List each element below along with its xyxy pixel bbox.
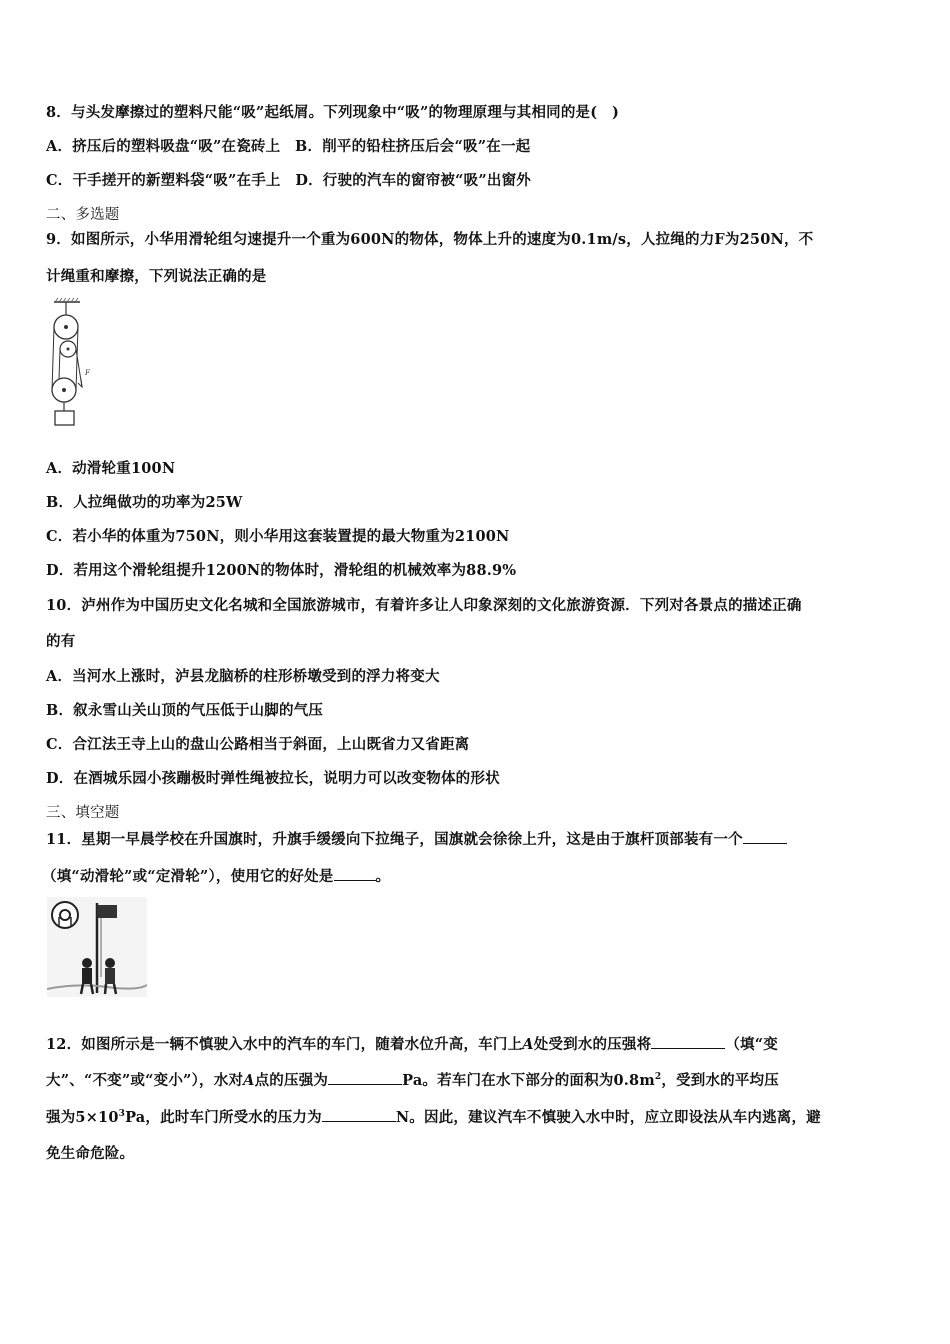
- question-9-stem-line2: 计绳重和摩擦，下列说法正确的是: [46, 268, 267, 285]
- question-8-stem: 8．与头发摩擦过的塑料尺能“吸”起纸屑。下列现象中“吸”的物理原理与其相同的是( ): [46, 104, 620, 121]
- question-9-option-a: A．动滑轮重100N: [46, 460, 176, 477]
- question-11-text: 。: [375, 868, 391, 885]
- question-12-text: 处受到水的压强将: [533, 1036, 652, 1053]
- question-12-line3: [46, 1107, 821, 1128]
- answer-blank[interactable]: [322, 1107, 396, 1122]
- superscript: 3: [118, 1109, 126, 1120]
- question-10-option-b: B．叙永雪山关山顶的气压低于山脚的气压: [46, 702, 324, 719]
- point-a-label: A: [243, 1072, 255, 1089]
- section-heading-fill-in: 三、填空题: [46, 805, 120, 821]
- question-9-option-d: D．若用这个滑轮组提升1200N的物体时，滑轮组的机械效率为88.9%: [46, 562, 517, 579]
- question-12-line2: [46, 1070, 779, 1091]
- question-10-option-a: A．当河水上涨时，泸县龙脑桥的柱形桥墩受到的浮力将变大: [46, 668, 440, 685]
- question-12-line4: 免生命危险。: [46, 1145, 135, 1162]
- superscript: 2: [654, 1072, 662, 1083]
- question-10-stem-line2: 的有: [46, 633, 76, 650]
- question-12-text: （填“变: [725, 1036, 778, 1053]
- question-11-text: 11．星期一早晨学校在升国旗时，升旗手缓缓向下拉绳子，国旗就会徐徐上升，这是由于旗杆顶部装有一个: [46, 831, 743, 848]
- question-11-stem-line2: [42, 866, 390, 887]
- question-12-text: Pa，此时车门所受水的压力为: [125, 1109, 322, 1126]
- force-label: F: [85, 369, 90, 377]
- question-12-text: Pa。若车门在水下部分的面积为0.8m: [402, 1072, 655, 1089]
- answer-blank[interactable]: [328, 1070, 402, 1085]
- answer-blank[interactable]: [743, 829, 787, 844]
- question-9-option-b: B．人拉绳做功的功率为25W: [46, 494, 243, 511]
- question-10-stem-line1: 10．泸州作为中国历史文化名城和全国旅游城市，有着许多让人印象深刻的文化旅游资源．下列对各景点的描述正确: [46, 597, 802, 614]
- question-12-text: N。因此，建议汽车不慎驶入水中时，应立即设法从车内逃离，避: [395, 1109, 821, 1126]
- point-a-label: A: [522, 1036, 534, 1053]
- question-12-text: ，受到水的平均压: [661, 1072, 779, 1089]
- answer-blank[interactable]: [651, 1034, 725, 1049]
- question-12-text: 12．如图所示是一辆不慎驶入水中的汽车的车门，随着水位升高，车门上: [46, 1036, 523, 1053]
- question-12-text: 点的压强为: [254, 1072, 329, 1089]
- question-12-text: 强为5×10: [46, 1109, 119, 1126]
- question-10-option-c: C．合江法王寺上山的盘山公路相当于斜面，上山既省力又省距离: [46, 736, 470, 753]
- flag-raising-figure: [47, 897, 147, 997]
- question-10-option-d: D．在酒城乐园小孩蹦极时弹性绳被拉长，说明力可以改变物体的形状: [46, 770, 500, 787]
- section-heading-multiple-choice: 二、多选题: [46, 207, 120, 223]
- question-12-line1: [46, 1034, 778, 1055]
- pulley-system-figure: [40, 297, 100, 432]
- question-8-options-ab: A．挤压后的塑料吸盘“吸”在瓷砖上 B．削平的铅柱挤压后会“吸”在一起: [46, 138, 531, 155]
- question-11-stem-line1: [46, 829, 787, 850]
- question-11-text: （填“动滑轮”或“定滑轮”），使用它的好处是: [42, 868, 334, 885]
- question-8-options-cd: C．干手搓开的新塑料袋“吸”在手上 D．行驶的汽车的窗帘被“吸”出窗外: [46, 172, 531, 189]
- question-9-stem-line1: 9．如图所示，小华用滑轮组匀速提升一个重为600N的物体，物体上升的速度为0.1m/s，人拉绳的力F为250N，不: [46, 231, 814, 248]
- question-12-text: 大”、“不变”或“变小”），水对: [46, 1072, 244, 1089]
- question-9-option-c: C．若小华的体重为750N，则小华用这套装置提的最大物重为2100N: [46, 528, 510, 545]
- answer-blank[interactable]: [334, 866, 376, 881]
